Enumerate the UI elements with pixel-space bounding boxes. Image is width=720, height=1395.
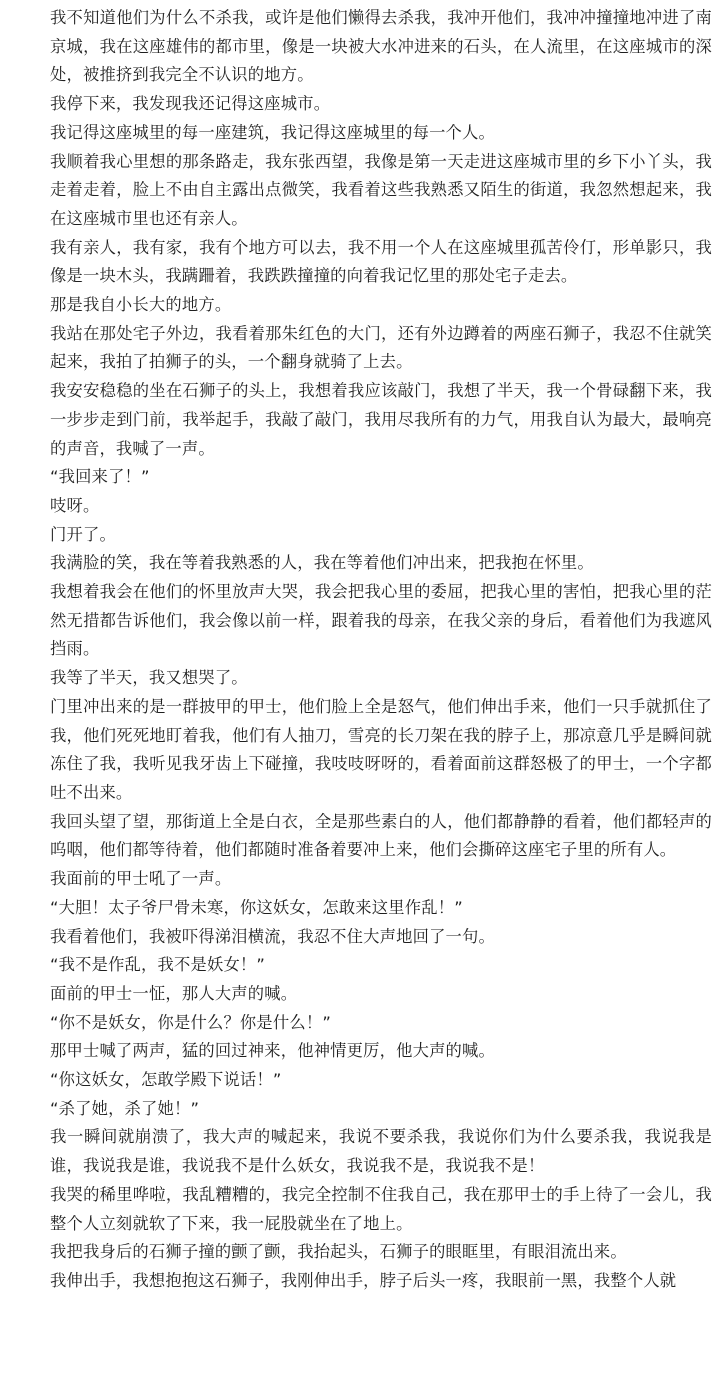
- paragraph-19: 我看着他们，我被吓得涕泪横流，我忍不住大声地回了一句。: [50, 926, 495, 946]
- paragraph-21: 面前的甲士一怔，那人大声的喊。: [50, 983, 298, 1003]
- paragraph-26: 我一瞬间就崩溃了，我大声的喊起来，我说不要杀我，我说你们为什么要杀我，我说我是谁，我说我是谁，我说我不是什么妖女，我说我不是，我说我不是！: [50, 1127, 712, 1176]
- paragraph-6: 那是我自小长大的地方。: [50, 295, 232, 315]
- paragraph-17: 我面前的甲士吼了一声。: [50, 869, 232, 889]
- paragraph-9: “我回来了！”: [50, 467, 150, 487]
- paragraph-8: 我安安稳稳的坐在石狮子的头上，我想着我应该敲门，我想了半天，我一个骨碌翻下来，我一步步走到门前，我举起手，我敲了敲门，我用尽我所有的力气，用我自认为最大，最响亮的声音，我喊了一声。: [50, 381, 712, 458]
- paragraph-10: 吱呀。: [50, 495, 100, 515]
- paragraph-22: “你不是妖女，你是什么？你是什么！”: [50, 1012, 331, 1032]
- paragraph-29: 我伸出手，我想抱抱这石狮子，我刚伸出手，脖子后头一疼，我眼前一黑，我整个人就: [50, 1270, 677, 1290]
- paragraph-28: 我把我身后的石狮子撞的颤了颤，我抬起头，石狮子的眼眶里，有眼泪流出来。: [50, 1242, 627, 1262]
- paragraph-3: 我记得这座城里的每一座建筑，我记得这座城里的每一个人。: [50, 122, 495, 142]
- paragraph-5: 我有亲人，我有家，我有个地方可以去，我不用一个人在这座城里孤苦伶仃，形单影只，我像是一块木头，我蹒跚着，我跌跌撞撞的向着我记忆里的那处宅子走去。: [50, 237, 712, 286]
- paragraph-24: “你这妖女，怎敢学殿下说话！”: [50, 1070, 282, 1090]
- paragraph-11: 门开了。: [50, 524, 116, 544]
- paragraph-25: “杀了她，杀了她！”: [50, 1098, 200, 1118]
- paragraph-18: “大胆！太子爷尸骨未寒，你这妖女，怎敢来这里作乱！”: [50, 897, 463, 917]
- paragraph-23: 那甲士喊了两声，猛的回过神来，他神情更厉，他大声的喊。: [50, 1041, 495, 1061]
- paragraph-12: 我满脸的笑，我在等着我熟悉的人，我在等着他们冲出来，把我抱在怀里。: [50, 553, 594, 573]
- paragraph-15: 门里冲出来的是一群披甲的甲士，他们脸上全是怒气，他们伸出手来，他们一只手就抓住了我，他们死死地盯着我，他们有人抽刀，雪亮的长刀架在我的脖子上，那凉意几乎是瞬间就冻住了我，我听见我牙齿上下碰撞，我吱吱呀呀的，看着面前这群怒极了的甲士，一个字都吐不出来。: [50, 696, 712, 802]
- paragraph-20: “我不是作乱，我不是妖女！”: [50, 955, 266, 975]
- paragraph-14: 我等了半天，我又想哭了。: [50, 668, 248, 688]
- paragraph-4: 我顺着我心里想的那条路走，我东张西望，我像是第一天走进这座城市里的乡下小丫头，我走着走着，脸上不由自主露出点微笑，我看着这些我熟悉又陌生的街道，我忽然想起来，我在这座城市里也还有亲人。: [50, 151, 712, 228]
- paragraph-1: 我不知道他们为什么不杀我，或许是他们懒得去杀我，我冲开他们，我冲冲撞撞地冲进了南京城，我在这座雄伟的都市里，像是一块被大水冲进来的石头，在人流里，在这座城市的深处，被推挤到我完全不认识的地方。: [50, 8, 712, 85]
- paragraph-13: 我想着我会在他们的怀里放声大哭，我会把我心里的委屈，把我心里的害怕，把我心里的茫然无措都告诉他们，我会像以前一样，跟着我的母亲，在我父亲的身后，看着他们为我遮风挡雨。: [50, 582, 712, 659]
- paragraph-2: 我停下来，我发现我还记得这座城市。: [50, 94, 331, 114]
- paragraph-27: 我哭的稀里哗啦，我乱糟糟的，我完全控制不住我自己，我在那甲士的手上待了一会儿，我整个人立刻就软了下来，我一屁股就坐在了地上。: [50, 1184, 712, 1233]
- paragraph-16: 我回头望了望，那街道上全是白衣，全是那些素白的人，他们都静静的看着，他们都轻声的呜咽，他们都等待着，他们都随时准备着要冲上来，他们会撕碎这座宅子里的所有人。: [50, 811, 712, 860]
- paragraph-7: 我站在那处宅子外边，我看着那朱红色的大门，还有外边蹲着的两座石狮子，我忍不住就笑起来，我拍了拍狮子的头，一个翻身就骑了上去。: [50, 323, 712, 372]
- document-page: [50, 0, 712, 1296]
